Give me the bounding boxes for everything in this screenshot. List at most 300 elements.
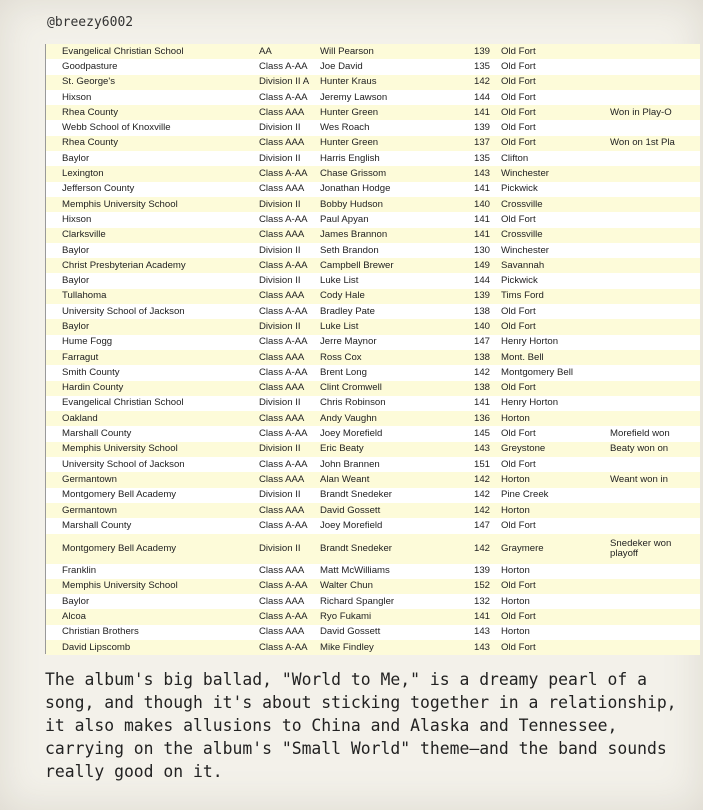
cell-division: Class AAA: [256, 136, 317, 151]
row-margin: [46, 625, 54, 640]
cell-score: 142: [462, 488, 498, 503]
cell-note: [607, 120, 700, 135]
results-table-body: [46, 44, 700, 655]
row-margin: [46, 609, 54, 624]
cell-note: Weant won in: [607, 472, 700, 487]
table-row: [46, 258, 700, 273]
cell-course: Old Fort: [498, 579, 607, 594]
cell-player: Joe David: [317, 59, 462, 74]
cell-school: Alcoa: [54, 609, 256, 624]
table-row: [46, 136, 700, 151]
cell-note: [607, 59, 700, 74]
cell-school: Baylor: [54, 594, 256, 609]
cell-school: Germantown: [54, 472, 256, 487]
table-row: [46, 640, 700, 655]
cell-player: Paul Apyan: [317, 212, 462, 227]
row-margin: [46, 442, 54, 457]
cell-division: Class A-AA: [256, 335, 317, 350]
row-margin: [46, 228, 54, 243]
table-row: [46, 59, 700, 74]
cell-score: 142: [462, 472, 498, 487]
cell-player: Luke List: [317, 273, 462, 288]
cell-school: Hume Fogg: [54, 335, 256, 350]
cell-score: 138: [462, 304, 498, 319]
cell-note: [607, 488, 700, 503]
cell-division: Division II: [256, 120, 317, 135]
cell-division: Class A-AA: [256, 426, 317, 441]
cell-score: 142: [462, 75, 498, 90]
row-margin: [46, 273, 54, 288]
cell-school: Evangelical Christian School: [54, 396, 256, 411]
cell-school: Baylor: [54, 319, 256, 334]
cell-school: Memphis University School: [54, 579, 256, 594]
spreadsheet-photo: [45, 44, 675, 654]
cell-player: Joey Morefield: [317, 518, 462, 533]
cell-score: 149: [462, 258, 498, 273]
cell-school: University School of Jackson: [54, 457, 256, 472]
cell-course: Savannah: [498, 258, 607, 273]
cell-score: 141: [462, 609, 498, 624]
table-row: [46, 609, 700, 624]
cell-school: Marshall County: [54, 518, 256, 533]
cell-player: Mike Findley: [317, 640, 462, 655]
cell-player: David Gossett: [317, 625, 462, 640]
cell-note: [607, 319, 700, 334]
cell-course: Old Fort: [498, 304, 607, 319]
cell-course: Horton: [498, 564, 607, 579]
cell-division: Class A-AA: [256, 518, 317, 533]
cell-course: Winchester: [498, 243, 607, 258]
table-row: [46, 381, 700, 396]
cell-score: 130: [462, 243, 498, 258]
row-margin: [46, 488, 54, 503]
cell-course: Old Fort: [498, 105, 607, 120]
table-row: [46, 442, 700, 457]
cell-course: Old Fort: [498, 381, 607, 396]
cell-score: 152: [462, 579, 498, 594]
cell-course: Mont. Bell: [498, 350, 607, 365]
cell-division: Class A-AA: [256, 640, 317, 655]
cell-note: [607, 503, 700, 518]
cell-school: Webb School of Knoxville: [54, 120, 256, 135]
cell-school: Montgomery Bell Academy: [54, 488, 256, 503]
cell-division: Class AAA: [256, 625, 317, 640]
table-row: [46, 212, 700, 227]
cell-player: Brandt Snedeker: [317, 488, 462, 503]
cell-score: 140: [462, 319, 498, 334]
cell-division: Class A-AA: [256, 457, 317, 472]
cell-division: Class AAA: [256, 411, 317, 426]
table-row: [46, 472, 700, 487]
cell-school: Rhea County: [54, 105, 256, 120]
cell-course: Old Fort: [498, 426, 607, 441]
cell-note: [607, 609, 700, 624]
table-row: [46, 197, 700, 212]
table-row: [46, 44, 700, 59]
table-row: [46, 594, 700, 609]
cell-school: Baylor: [54, 243, 256, 258]
cell-score: 135: [462, 151, 498, 166]
cell-course: Old Fort: [498, 44, 607, 59]
cell-division: Division II: [256, 442, 317, 457]
cell-note: [607, 212, 700, 227]
cell-division: Class A-AA: [256, 304, 317, 319]
table-row: [46, 396, 700, 411]
row-margin: [46, 44, 54, 59]
cell-score: 143: [462, 625, 498, 640]
cell-division: Division II: [256, 488, 317, 503]
cell-course: Horton: [498, 503, 607, 518]
cell-school: Clarksville: [54, 228, 256, 243]
row-margin: [46, 365, 54, 380]
cell-player: Matt McWilliams: [317, 564, 462, 579]
cell-score: 143: [462, 442, 498, 457]
cell-division: Class A-AA: [256, 258, 317, 273]
cell-school: Franklin: [54, 564, 256, 579]
cell-player: Andy Vaughn: [317, 411, 462, 426]
cell-school: Memphis University School: [54, 442, 256, 457]
cell-division: Division II: [256, 534, 317, 564]
table-row: [46, 488, 700, 503]
cell-note: [607, 396, 700, 411]
cell-player: Eric Beaty: [317, 442, 462, 457]
cell-player: Clint Cromwell: [317, 381, 462, 396]
cell-player: Chase Grissom: [317, 166, 462, 181]
cell-division: Class AAA: [256, 350, 317, 365]
cell-course: Tims Ford: [498, 289, 607, 304]
cell-score: 147: [462, 518, 498, 533]
cell-school: Hixson: [54, 90, 256, 105]
row-margin: [46, 90, 54, 105]
row-margin: [46, 457, 54, 472]
cell-course: Henry Horton: [498, 396, 607, 411]
cell-school: University School of Jackson: [54, 304, 256, 319]
cell-note: [607, 243, 700, 258]
cell-score: 139: [462, 564, 498, 579]
cell-division: Class A-AA: [256, 365, 317, 380]
cell-division: Division II: [256, 396, 317, 411]
cell-school: Baylor: [54, 151, 256, 166]
cell-division: Class A-AA: [256, 212, 317, 227]
cell-note: [607, 350, 700, 365]
cell-school: Tullahoma: [54, 289, 256, 304]
cell-course: Pickwick: [498, 182, 607, 197]
row-margin: [46, 212, 54, 227]
cell-course: Old Fort: [498, 609, 607, 624]
cell-score: 145: [462, 426, 498, 441]
cell-school: Evangelical Christian School: [54, 44, 256, 59]
row-margin: [46, 243, 54, 258]
cell-note: [607, 182, 700, 197]
cell-note: [607, 75, 700, 90]
table-row: [46, 319, 700, 334]
cell-division: Class A-AA: [256, 90, 317, 105]
cell-player: Jonathan Hodge: [317, 182, 462, 197]
cell-score: 141: [462, 105, 498, 120]
row-margin: [46, 350, 54, 365]
cell-player: Jeremy Lawson: [317, 90, 462, 105]
cell-score: 142: [462, 503, 498, 518]
cell-note: Won on 1st Pla: [607, 136, 700, 151]
cell-course: Winchester: [498, 166, 607, 181]
cell-division: Class AAA: [256, 182, 317, 197]
cell-player: Campbell Brewer: [317, 258, 462, 273]
table-row: [46, 120, 700, 135]
row-margin: [46, 411, 54, 426]
table-row: [46, 564, 700, 579]
row-margin: [46, 396, 54, 411]
cell-player: Brent Long: [317, 365, 462, 380]
cell-school: Oakland: [54, 411, 256, 426]
row-margin: [46, 75, 54, 90]
cell-note: [607, 518, 700, 533]
cell-school: Baylor: [54, 273, 256, 288]
cell-division: Class A-AA: [256, 166, 317, 181]
cell-score: 138: [462, 350, 498, 365]
cell-course: Old Fort: [498, 457, 607, 472]
cell-note: Won in Play-O: [607, 105, 700, 120]
cell-course: Horton: [498, 594, 607, 609]
cell-note: [607, 335, 700, 350]
cell-note: [607, 273, 700, 288]
cell-score: 137: [462, 136, 498, 151]
row-margin: [46, 289, 54, 304]
cell-score: 141: [462, 396, 498, 411]
row-margin: [46, 503, 54, 518]
cell-score: 138: [462, 381, 498, 396]
cell-score: 132: [462, 594, 498, 609]
row-margin: [46, 166, 54, 181]
cell-player: Wes Roach: [317, 120, 462, 135]
cell-division: Class AAA: [256, 564, 317, 579]
table-row: [46, 350, 700, 365]
row-margin: [46, 304, 54, 319]
cell-score: 135: [462, 59, 498, 74]
table-row: [46, 579, 700, 594]
cell-school: Jefferson County: [54, 182, 256, 197]
cell-course: Old Fort: [498, 75, 607, 90]
cell-player: Hunter Green: [317, 136, 462, 151]
cell-school: Goodpasture: [54, 59, 256, 74]
table-row: [46, 335, 700, 350]
cell-division: Class A-AA: [256, 59, 317, 74]
cell-score: 141: [462, 212, 498, 227]
cell-course: Horton: [498, 625, 607, 640]
row-margin: [46, 594, 54, 609]
cell-score: 143: [462, 166, 498, 181]
cell-score: 136: [462, 411, 498, 426]
cell-course: Old Fort: [498, 319, 607, 334]
cell-division: Division II A: [256, 75, 317, 90]
cell-school: Marshall County: [54, 426, 256, 441]
cell-course: Henry Horton: [498, 335, 607, 350]
cell-player: Ross Cox: [317, 350, 462, 365]
cell-course: Old Fort: [498, 212, 607, 227]
cell-course: Greystone: [498, 442, 607, 457]
cell-division: Division II: [256, 151, 317, 166]
row-margin: [46, 472, 54, 487]
cell-course: Pickwick: [498, 273, 607, 288]
row-margin: [46, 335, 54, 350]
table-row: [46, 304, 700, 319]
cell-note: Morefield won: [607, 426, 700, 441]
table-row: [46, 518, 700, 533]
cell-score: 139: [462, 44, 498, 59]
cell-player: Cody Hale: [317, 289, 462, 304]
cell-school: Memphis University School: [54, 197, 256, 212]
cell-course: Crossville: [498, 228, 607, 243]
cell-course: Old Fort: [498, 640, 607, 655]
row-margin: [46, 120, 54, 135]
cell-division: Division II: [256, 319, 317, 334]
cell-player: Chris Robinson: [317, 396, 462, 411]
cell-division: Division II: [256, 243, 317, 258]
cell-division: Class AAA: [256, 381, 317, 396]
cell-course: Graymere: [498, 534, 607, 564]
cell-note: [607, 411, 700, 426]
cell-player: Hunter Green: [317, 105, 462, 120]
cell-note: [607, 594, 700, 609]
row-margin: [46, 640, 54, 655]
cell-division: Class AAA: [256, 594, 317, 609]
cell-player: Harris English: [317, 151, 462, 166]
cell-course: Old Fort: [498, 136, 607, 151]
row-margin: [46, 151, 54, 166]
table-row: [46, 75, 700, 90]
row-margin: [46, 182, 54, 197]
row-margin: [46, 426, 54, 441]
cell-player: Ryo Fukami: [317, 609, 462, 624]
cell-player: Brandt Snedeker: [317, 534, 462, 564]
cell-note: [607, 228, 700, 243]
user-handle: @breezy6002: [47, 15, 134, 30]
cell-note: [607, 625, 700, 640]
cell-player: Bobby Hudson: [317, 197, 462, 212]
row-margin: [46, 258, 54, 273]
row-margin: [46, 319, 54, 334]
cell-player: Jerre Maynor: [317, 335, 462, 350]
cell-school: Montgomery Bell Academy: [54, 534, 256, 564]
cell-player: Alan Weant: [317, 472, 462, 487]
table-row: [46, 105, 700, 120]
cell-course: Horton: [498, 472, 607, 487]
cell-division: Class A-AA: [256, 579, 317, 594]
cell-division: Division II: [256, 197, 317, 212]
cell-division: AA: [256, 44, 317, 59]
row-margin: [46, 564, 54, 579]
cell-note: Beaty won on: [607, 442, 700, 457]
cell-note: [607, 381, 700, 396]
cell-course: Horton: [498, 411, 607, 426]
cell-division: Class AAA: [256, 503, 317, 518]
table-row: [46, 534, 700, 564]
cell-note: [607, 258, 700, 273]
cell-score: 141: [462, 228, 498, 243]
cell-note: [607, 365, 700, 380]
cell-score: 143: [462, 640, 498, 655]
cell-score: 142: [462, 365, 498, 380]
cell-score: 144: [462, 273, 498, 288]
table-row: [46, 426, 700, 441]
cell-school: David Lipscomb: [54, 640, 256, 655]
row-margin: [46, 105, 54, 120]
table-row: [46, 151, 700, 166]
table-row: [46, 182, 700, 197]
table-row: [46, 243, 700, 258]
cell-course: Clifton: [498, 151, 607, 166]
cell-school: Rhea County: [54, 136, 256, 151]
cell-course: Pine Creek: [498, 488, 607, 503]
cell-player: Hunter Kraus: [317, 75, 462, 90]
cell-player: Will Pearson: [317, 44, 462, 59]
cell-score: 140: [462, 197, 498, 212]
cell-player: Joey Morefield: [317, 426, 462, 441]
row-margin: [46, 534, 54, 564]
cell-school: Christ Presbyterian Academy: [54, 258, 256, 273]
cell-school: St. George's: [54, 75, 256, 90]
table-row: [46, 457, 700, 472]
cell-division: Class AAA: [256, 105, 317, 120]
row-margin: [46, 518, 54, 533]
cell-division: Division II: [256, 273, 317, 288]
row-margin: [46, 381, 54, 396]
cell-course: Old Fort: [498, 59, 607, 74]
cell-player: James Brannon: [317, 228, 462, 243]
cell-school: Farragut: [54, 350, 256, 365]
cell-school: Germantown: [54, 503, 256, 518]
cell-note: Snedeker won playoff: [607, 534, 700, 564]
cell-school: Hardin County: [54, 381, 256, 396]
cell-score: 151: [462, 457, 498, 472]
cell-player: Bradley Pate: [317, 304, 462, 319]
cell-division: Class AAA: [256, 289, 317, 304]
table-row: [46, 166, 700, 181]
cell-school: Lexington: [54, 166, 256, 181]
table-row: [46, 411, 700, 426]
cell-note: [607, 166, 700, 181]
cell-note: [607, 304, 700, 319]
cell-note: [607, 197, 700, 212]
cell-player: Walter Chun: [317, 579, 462, 594]
cell-note: [607, 151, 700, 166]
results-table: [46, 44, 700, 655]
cell-player: John Brannen: [317, 457, 462, 472]
table-row: [46, 273, 700, 288]
cell-note: [607, 289, 700, 304]
cell-player: Seth Brandon: [317, 243, 462, 258]
cell-division: Class AAA: [256, 228, 317, 243]
cell-player: David Gossett: [317, 503, 462, 518]
row-margin: [46, 197, 54, 212]
caption-text: The album's big ballad, "World to Me," is a dreamy pearl of a song, and though it's about sticking together in a relationship, it also makes allusions to China and Alaska and Tennessee, carrying on the album's "Small World" theme—and the band sounds really good on it.: [45, 670, 677, 781]
cell-score: 142: [462, 534, 498, 564]
cell-course: Old Fort: [498, 90, 607, 105]
cell-school: Smith County: [54, 365, 256, 380]
cell-course: Crossville: [498, 197, 607, 212]
cell-division: Class A-AA: [256, 609, 317, 624]
cell-course: Old Fort: [498, 120, 607, 135]
cell-course: Montgomery Bell: [498, 365, 607, 380]
cell-score: 139: [462, 120, 498, 135]
cell-course: Old Fort: [498, 518, 607, 533]
cell-note: [607, 564, 700, 579]
row-margin: [46, 136, 54, 151]
cell-note: [607, 457, 700, 472]
cell-player: Richard Spangler: [317, 594, 462, 609]
cell-division: Class AAA: [256, 472, 317, 487]
cell-note: [607, 90, 700, 105]
cell-score: 141: [462, 182, 498, 197]
